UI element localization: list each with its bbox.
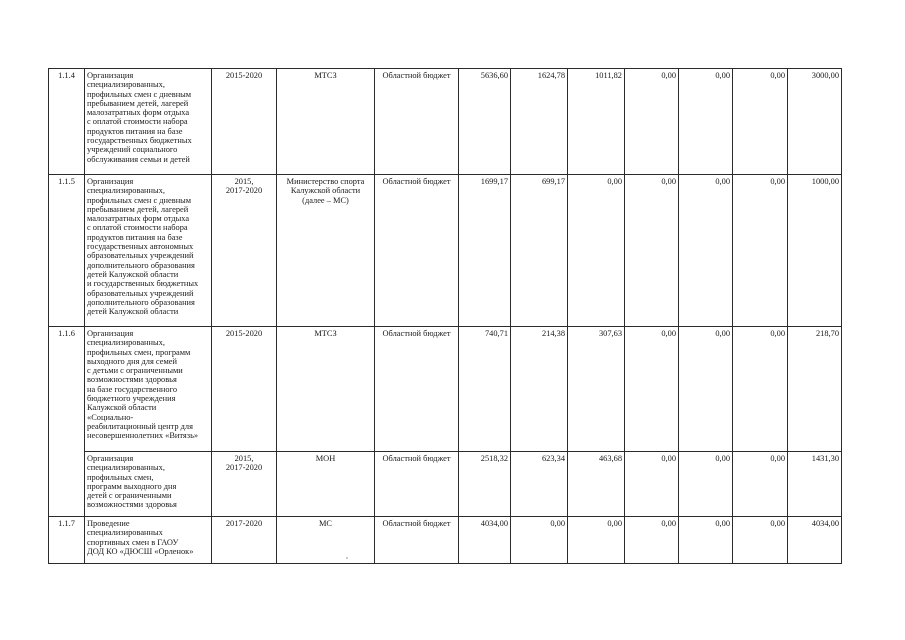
table-row	[49, 517, 842, 564]
funding-source: Областной бюджет	[375, 69, 459, 175]
amount-2020: 4034,00	[788, 517, 842, 564]
row-number: 1.1.6	[49, 327, 85, 517]
amount-2017: 0,00	[625, 69, 679, 175]
amount-2018: 0,00	[679, 69, 733, 175]
scan-speck	[346, 557, 348, 559]
amount-2017: 0,00	[625, 175, 679, 327]
implementation-years: 2015-2020	[212, 69, 277, 175]
funding-source: Областной бюджет	[375, 175, 459, 327]
amount-2020: 3000,00	[788, 69, 842, 175]
amount-2019: 0,00	[733, 327, 788, 452]
total-amount: 2518,32	[459, 452, 511, 517]
amount-2015: 214,38	[511, 327, 568, 452]
total-amount: 740,71	[459, 327, 511, 452]
funding-source: Областной бюджет	[375, 452, 459, 517]
amount-2015: 699,17	[511, 175, 568, 327]
amount-2019: 0,00	[733, 175, 788, 327]
implementation-years: 2015, 2017-2020	[212, 452, 277, 517]
table-row	[49, 327, 842, 452]
implementation-years: 2015-2020	[212, 327, 277, 452]
executor: МТСЗ	[277, 69, 375, 175]
amount-2020: 1431,30	[788, 452, 842, 517]
amount-2019: 0,00	[733, 452, 788, 517]
total-amount: 4034,00	[459, 517, 511, 564]
funding-source: Областной бюджет	[375, 517, 459, 564]
amount-2020: 218,70	[788, 327, 842, 452]
measure-name: Организация специализированных, профильных смен, программ выходного дня для семей с детьми с ограниченными возможностями здоровья на базе государственного бюджетного учреждения Калужской области «Социально- реабилитационный центр для несовершеннолетних «Витязь»	[85, 327, 212, 452]
amount-2016: 463,68	[568, 452, 625, 517]
amount-2017: 0,00	[625, 517, 679, 564]
amount-2018: 0,00	[679, 452, 733, 517]
measure-name: Проведение специализированных спортивных смен в ГАОУ ДОД КО «ДЮСШ «Орленок»	[85, 517, 212, 564]
funding-source: Областной бюджет	[375, 327, 459, 452]
amount-2020: 1000,00	[788, 175, 842, 327]
amount-2018: 0,00	[679, 175, 733, 327]
executor: МОН	[277, 452, 375, 517]
amount-2015: 1624,78	[511, 69, 568, 175]
amount-2016: 0,00	[568, 175, 625, 327]
amount-2016: 1011,82	[568, 69, 625, 175]
executor: МТСЗ	[277, 327, 375, 452]
table-row	[49, 175, 842, 327]
amount-2018: 0,00	[679, 517, 733, 564]
row-number: 1.1.5	[49, 175, 85, 327]
total-amount: 1699,17	[459, 175, 511, 327]
amount-2019: 0,00	[733, 517, 788, 564]
amount-2015: 623,34	[511, 452, 568, 517]
amount-2016: 307,63	[568, 327, 625, 452]
row-number: 1.1.7	[49, 517, 85, 564]
amount-2015: 0,00	[511, 517, 568, 564]
measure-name: Организация специализированных, профильных смен с дневным пребыванием детей, лагерей малозатратных форм отдыха с оплатой стоимости набора продуктов питания на базе государственных бюджетных учреждений социального обслуживания семьи и детей	[85, 69, 212, 175]
implementation-years: 2015, 2017-2020	[212, 175, 277, 327]
total-amount: 5636,60	[459, 69, 511, 175]
table-row	[49, 69, 842, 175]
measure-name: Организация специализированных, профильных смен с дневным пребыванием детей, лагерей малозатратных форм отдыха с оплатой стоимости набора продуктов питания на базе государственных автономных образовательных учреждений дополнительного образования детей Калужской области и государственных бюджетных образовательных учреждений дополнительного образования детей Калужской области	[85, 175, 212, 327]
executor: МС	[277, 517, 375, 564]
amount-2017: 0,00	[625, 452, 679, 517]
program-measures-table	[48, 68, 842, 564]
implementation-years: 2017-2020	[212, 517, 277, 564]
executor: Министерство спорта Калужской области (далее – МС)	[277, 175, 375, 327]
measure-name: Организация специализированных, профильных смен, программ выходного дня детей с ограниченными возможностями здоровья	[85, 452, 212, 517]
table-row	[49, 452, 842, 517]
row-number: 1.1.4	[49, 69, 85, 175]
amount-2019: 0,00	[733, 69, 788, 175]
amount-2018: 0,00	[679, 327, 733, 452]
amount-2016: 0,00	[568, 517, 625, 564]
amount-2017: 0,00	[625, 327, 679, 452]
